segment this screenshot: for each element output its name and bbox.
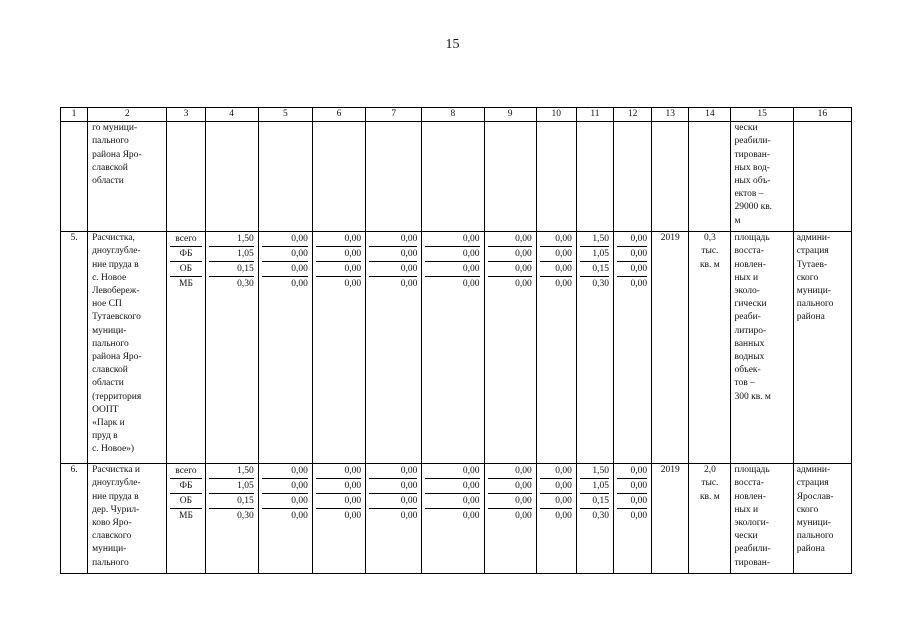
- value-entry: 1,05: [580, 247, 609, 262]
- value-entry: 0,00: [291, 511, 308, 522]
- col-header-1: 1: [61, 108, 88, 122]
- value-entry: 0,00: [488, 464, 532, 479]
- value-entry: 0,00: [425, 494, 479, 509]
- col-8-values: [422, 464, 484, 574]
- value-entry: 0,00: [540, 464, 572, 479]
- value-entry: 0,00: [369, 464, 417, 479]
- measure-name: Расчистка, дноуглубле- ние пруда в с. Новое Левобереж- ное СП Тутаевского муници- пального района Яро- славской области (территория ООПТ «Парк и пруд в с. Новое»): [88, 232, 167, 464]
- col-5-values: [258, 464, 312, 574]
- value-entry: 0,00: [555, 511, 572, 522]
- continuation-name: го муници- пального района Яро- славской области: [88, 122, 167, 232]
- value-entry: 0,00: [462, 279, 480, 290]
- measure-name: Расчистка и дноуглубле- ние пруда в дер. Чурил- ково Яро- славского муници- пального: [88, 464, 167, 574]
- col-8-values: [422, 232, 484, 464]
- col-header-6: 6: [312, 108, 365, 122]
- col-header-4: 4: [205, 108, 258, 122]
- value-entry: 0,00: [369, 494, 417, 509]
- col-header-14: 14: [689, 108, 731, 122]
- value-entry: 0,00: [555, 279, 572, 290]
- value-entry: 0,00: [617, 262, 647, 277]
- col-10-values: [536, 464, 576, 574]
- funding-source-label: ОБ: [170, 494, 201, 509]
- value-entry: 1,50: [209, 232, 254, 247]
- value-entry: 1,05: [580, 479, 609, 494]
- col-6-values: [312, 232, 365, 464]
- value-entry: 0,15: [580, 262, 609, 277]
- value-entry: 0,00: [369, 262, 417, 277]
- funding-sources: [167, 464, 205, 574]
- value-entry: 0,00: [344, 279, 362, 290]
- col-9-values: [484, 464, 536, 574]
- value-entry: 0,00: [462, 511, 480, 522]
- col-header-13: 13: [652, 108, 689, 122]
- table-row: [61, 232, 852, 464]
- column-number-row: [61, 108, 852, 122]
- col-header-11: 11: [576, 108, 613, 122]
- value-entry: 0,00: [400, 279, 418, 290]
- value-entry: 0,00: [262, 479, 308, 494]
- value-entry: 0,00: [316, 232, 361, 247]
- value-entry: 0,00: [262, 464, 308, 479]
- value-entry: 1,05: [209, 479, 254, 494]
- value-entry: 0,15: [580, 494, 609, 509]
- value-entry: 1,50: [209, 464, 254, 479]
- continuation-row: [61, 122, 852, 232]
- value-entry: 0,00: [488, 494, 532, 509]
- value-entry: 1,05: [209, 247, 254, 262]
- value-entry: 0,00: [291, 279, 308, 290]
- value-entry: 0,00: [617, 232, 647, 247]
- value-entry: 0,15: [209, 494, 254, 509]
- funding-sources: [167, 232, 205, 464]
- executor-cell: админи- страция Тутаев- ского муници- пального района: [793, 232, 851, 464]
- value-entry: 0,00: [617, 247, 647, 262]
- value-entry: 0,00: [488, 247, 532, 262]
- value-entry: 0,00: [369, 232, 417, 247]
- col-4-values: [205, 464, 258, 574]
- col-12-values: [614, 232, 652, 464]
- value-entry: 0,00: [316, 247, 361, 262]
- value-entry: 0,00: [617, 464, 647, 479]
- funding-source-label: ФБ: [170, 247, 201, 262]
- col-header-3: 3: [167, 108, 205, 122]
- funding-source-label: всего: [170, 464, 201, 479]
- indicator-cell: площадь восста- новлен- ных и эколо- гически реаби- литиро- ванных водных объек- тов – 300 кв. м: [731, 232, 793, 464]
- indicator-cell: площадь восста- новлен- ных и экологи- чески реабили- тирован-: [731, 464, 793, 574]
- value-entry: 0,00: [617, 494, 647, 509]
- col-4-values: [205, 232, 258, 464]
- program-table: [60, 107, 852, 574]
- col-10-values: [536, 232, 576, 464]
- value-entry: 0,00: [515, 279, 532, 290]
- value-entry: 0,00: [488, 479, 532, 494]
- continuation-indicator: чески реабили- тирован- ных вод- ных объ- ектов – 29000 кв. м: [731, 122, 793, 232]
- value-entry: 0,00: [540, 494, 572, 509]
- value-entry: 0,00: [617, 479, 647, 494]
- value-entry: 0,00: [344, 511, 362, 522]
- value-entry: 0,00: [316, 494, 361, 509]
- value-entry: 0,00: [316, 262, 361, 277]
- funding-source-label: всего: [170, 232, 201, 247]
- value-entry: 0,00: [425, 479, 479, 494]
- value-entry: 0,00: [316, 479, 361, 494]
- col-header-9: 9: [484, 108, 536, 122]
- col-12-values: [614, 464, 652, 574]
- value-entry: 0,00: [540, 479, 572, 494]
- row-number: 5.: [61, 232, 88, 464]
- col-header-2: 2: [88, 108, 167, 122]
- value-entry: 1,50: [580, 464, 609, 479]
- col-7-values: [366, 232, 422, 464]
- col-header-16: 16: [793, 108, 851, 122]
- funding-source-label: ФБ: [170, 479, 201, 494]
- col-header-7: 7: [366, 108, 422, 122]
- value-entry: 0,00: [630, 279, 648, 290]
- value-entry: 0,00: [425, 232, 479, 247]
- value-entry: 0,00: [262, 247, 308, 262]
- col-header-8: 8: [422, 108, 484, 122]
- col-11-values: [576, 464, 613, 574]
- value-entry: 0,00: [488, 232, 532, 247]
- value-entry: 0,00: [316, 464, 361, 479]
- year-cell: 2019: [652, 464, 689, 574]
- value-entry: 0,00: [540, 262, 572, 277]
- col-header-12: 12: [614, 108, 652, 122]
- col-6-values: [312, 464, 365, 574]
- value-entry: 0,30: [237, 511, 254, 522]
- col-header-15: 15: [731, 108, 793, 122]
- value-entry: 0,00: [400, 511, 418, 522]
- volume-cell: 2,0 тыс. кв. м: [689, 464, 731, 574]
- value-entry: 0,00: [425, 262, 479, 277]
- value-entry: 0,15: [209, 262, 254, 277]
- funding-source-label: МБ: [179, 511, 193, 522]
- col-header-5: 5: [258, 108, 312, 122]
- value-entry: 0,00: [488, 262, 532, 277]
- value-entry: 0,00: [262, 494, 308, 509]
- value-entry: 0,00: [425, 247, 479, 262]
- value-entry: 0,00: [369, 479, 417, 494]
- year-cell: 2019: [652, 232, 689, 464]
- col-7-values: [366, 464, 422, 574]
- value-entry: 0,00: [540, 232, 572, 247]
- value-entry: 0,30: [592, 279, 610, 290]
- value-entry: 0,00: [262, 232, 308, 247]
- col-5-values: [258, 232, 312, 464]
- col-header-10: 10: [536, 108, 576, 122]
- executor-cell: админи- страция Ярослав- ского муници- пального района: [793, 464, 851, 574]
- value-entry: 0,30: [237, 279, 254, 290]
- value-entry: 0,00: [262, 262, 308, 277]
- value-entry: 0,00: [630, 511, 648, 522]
- col-9-values: [484, 232, 536, 464]
- value-entry: 1,50: [580, 232, 609, 247]
- row-number: 6.: [61, 464, 88, 574]
- value-entry: 0,00: [425, 464, 479, 479]
- volume-cell: 0,3 тыс. кв. м: [689, 232, 731, 464]
- funding-source-label: ОБ: [170, 262, 201, 277]
- table-row: [61, 464, 852, 574]
- value-entry: 0,30: [592, 511, 610, 522]
- col-11-values: [576, 232, 613, 464]
- value-entry: 0,00: [540, 247, 572, 262]
- value-entry: 0,00: [515, 511, 532, 522]
- value-entry: 0,00: [369, 247, 417, 262]
- funding-source-label: МБ: [179, 279, 193, 290]
- page-number: 15: [445, 37, 460, 52]
